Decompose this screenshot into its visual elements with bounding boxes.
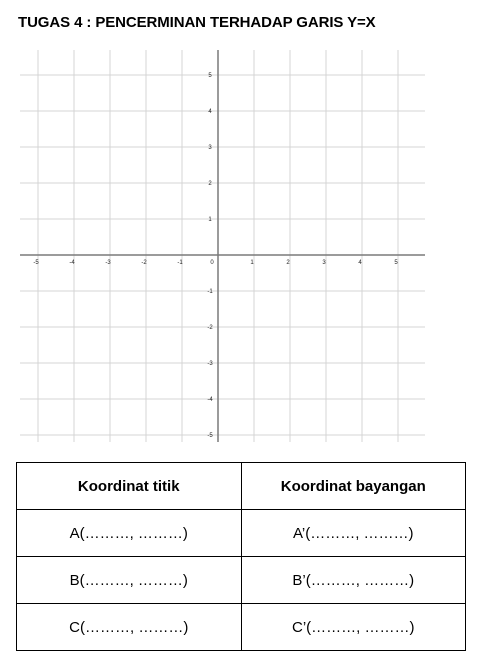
coordinate-table [16,462,466,651]
y-tick-label: -3 [207,361,213,367]
x-tick-label: 1 [250,260,254,266]
point-a-cell: A(………, ………) [17,510,242,557]
y-tick-label: -4 [207,397,213,403]
image-b-cell: B’(………, ………) [241,557,466,604]
x-tick-label: 2 [286,260,290,266]
x-tick-label: -3 [105,260,111,266]
table-row-c [17,604,466,651]
y-tick-label: 1 [208,217,212,223]
y-tick-label: 4 [208,109,212,115]
x-tick-label: -4 [69,260,75,266]
y-tick-label: 2 [208,181,212,187]
x-tick-label: -5 [33,260,39,266]
point-c-cell: C(………, ………) [17,604,242,651]
x-tick-label: -2 [141,260,147,266]
y-tick-label: -1 [207,289,213,295]
y-tick-label: -2 [207,325,213,331]
page-title: TUGAS 4 : PENCERMINAN TERHADAP GARIS Y=X [18,14,376,31]
x-tick-label: 0 [210,260,214,266]
y-tick-label: 3 [208,145,212,151]
x-tick-label: 4 [358,260,362,266]
table-row-b [17,557,466,604]
y-tick-label: -5 [207,433,213,439]
x-tick-label: 3 [322,260,326,266]
point-b-cell: B(………, ………) [17,557,242,604]
header-coordinate-point: Koordinat titik [17,463,242,510]
y-tick-label: 5 [208,73,212,79]
x-tick-label: -1 [177,260,183,266]
table-row-a [17,510,466,557]
header-coordinate-image: Koordinat bayangan [241,463,466,510]
image-a-cell: A’(………, ………) [241,510,466,557]
image-c-cell: C’(………, ………) [241,604,466,651]
table-header-row [17,463,466,510]
x-tick-label: 5 [394,260,398,266]
